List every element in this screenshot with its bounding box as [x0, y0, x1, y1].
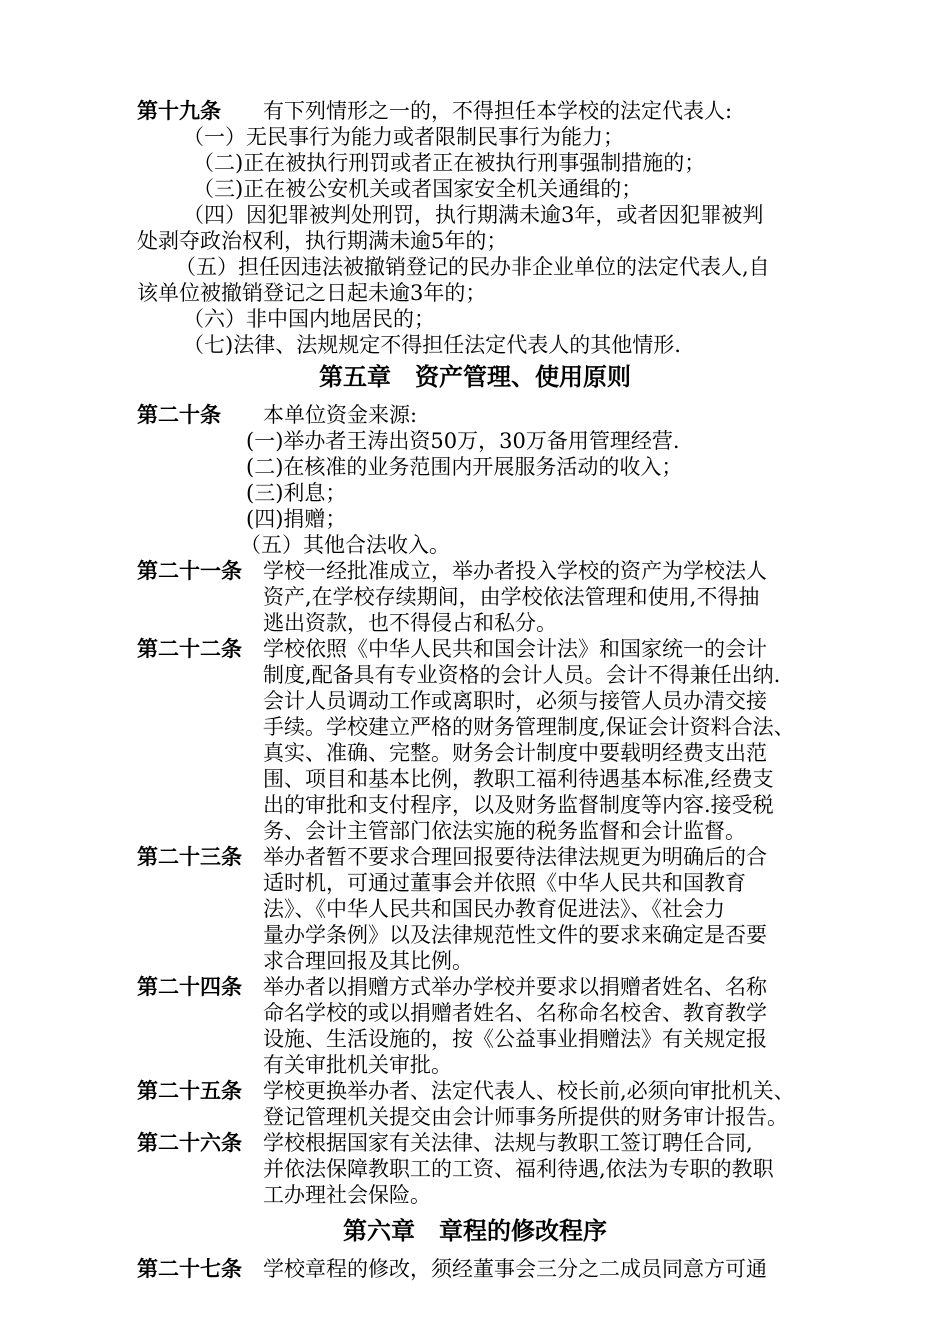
article-22-line-6: 围、项目和基本比例，教职工福利待遇基本标准,经费支: [263, 767, 774, 791]
article-19-item-7: （七)法律、法规规定不得担任法定代表人的其他情形.: [183, 333, 681, 357]
article-21-line-1: 学校一经批准成立，举办者投入学校的资产为学校法人: [263, 559, 767, 583]
article-22-line-3: 会计人员调动工作或离职时，必须与接管人员办清交接: [263, 689, 767, 713]
article-22-line-5: 真实、准确、完整。财务会计制度中要载明经费支出范: [263, 741, 767, 765]
article-23-line-2: 适时机，可通过董事会并依照《中华人民共和国教育: [263, 871, 746, 895]
article-22-line-7: 出的审批和支付程序，以及财务监督制度等内容.接受税: [263, 793, 774, 817]
article-19-item-5-cont: 该单位被撤销登记之日起未逾3年的；: [137, 281, 487, 305]
article-23-line-1: 举办者暂不要求合理回报要待法律法规更为明确后的合: [263, 845, 767, 869]
article-20-item-3: (三)利息；: [246, 481, 347, 505]
article-20-item-2: (二)在核准的业务范围内开展服务活动的收入；: [246, 455, 683, 479]
article-26-label: 第二十六条: [137, 1130, 242, 1155]
chapter-5-heading: 第五章 资产管理、使用原则: [319, 362, 631, 391]
chapter-6-heading: 第六章 章程的修改程序: [343, 1216, 607, 1245]
article-23-label: 第二十三条: [137, 844, 242, 869]
article-21-label: 第二十一条: [137, 558, 242, 583]
article-20-label: 第二十条: [137, 402, 221, 427]
article-20-item-4: (四)捐赠；: [246, 507, 347, 531]
article-25-line-1: 学校更换举办者、法定代表人、校长前,必须向审批机关、: [263, 1079, 795, 1103]
article-24-line-1: 举办者以捐赠方式举办学校并要求以捐赠者姓名、名称: [263, 975, 767, 999]
article-24-line-4: 有关审批机关审批。: [263, 1053, 452, 1077]
article-24-line-2: 命名学校的或以捐赠者姓名、名称命名校舍、教育教学: [263, 1001, 767, 1025]
article-19-line-1: 有下列情形之一的，不得担任本学校的法定代表人:: [263, 99, 733, 123]
article-22-line-2: 制度,配备具有专业资格的会计人员。会计不得兼任出纳.: [263, 663, 781, 687]
article-27-line-1: 学校章程的修改，须经董事会三分之二成员同意方可通: [263, 1257, 767, 1281]
article-24-label: 第二十四条: [137, 974, 242, 999]
article-23-line-5: 求合理回报及其比例。: [263, 949, 473, 973]
article-26-line-3: 工办理社会保险。: [263, 1183, 431, 1207]
article-19-item-2: （二)正在被执行刑罚或者正在被执行刑事强制措施的；: [193, 151, 706, 175]
article-27-label: 第二十七条: [137, 1256, 242, 1281]
article-19-item-1: （一）无民事行为能力或者限制民事行为能力；: [183, 125, 624, 149]
article-26-line-1: 学校根据国家有关法律、法规与教职工签订聘任合同,: [263, 1131, 753, 1155]
article-19-item-6: （六）非中国内地居民的；: [183, 307, 435, 331]
article-23-line-4: 量办学条例》以及法律规范性文件的要求来确定是否要: [263, 923, 767, 947]
article-19-item-4: （四）因犯罪被判处刑罚，执行期满未逾3年，或者因犯罪被判: [183, 203, 764, 227]
article-22-line-4: 手续。学校建立严格的财务管理制度,保证会计资料合法、: [263, 715, 795, 739]
article-26-line-2: 并依法保障教职工的工资、福利待遇,依法为专职的教职: [263, 1157, 774, 1181]
article-22-line-8: 务、会计主管部门依法实施的税务监督和会计监督。: [263, 819, 746, 843]
article-22-label: 第二十二条: [137, 636, 242, 661]
article-19-label: 第十九条: [137, 98, 221, 123]
article-24-line-3: 设施、生活设施的，按《公益事业捐赠法》有关规定报: [263, 1027, 767, 1051]
article-20-item-1: (一)举办者王涛出资50万，30万备用管理经营.: [246, 429, 680, 453]
article-22-line-1: 学校依照《中华人民共和国会计法》和国家统一的会计: [263, 637, 767, 661]
article-25-line-2: 登记管理机关提交由会计师事务所提供的财务审计报告。: [263, 1105, 788, 1129]
article-21-line-3: 逃出资款，也不得侵占和私分。: [263, 611, 557, 635]
article-19-item-5: （五）担任因违法被撤销登记的民办非企业单位的法定代表人,自: [175, 255, 770, 279]
article-25-label: 第二十五条: [137, 1078, 242, 1103]
article-19-item-3: （三)正在被公安机关或者国家安全机关通缉的；: [193, 177, 643, 201]
article-19-item-4-cont: 处剥夺政治权利，执行期满未逾5年的；: [137, 229, 508, 253]
article-23-line-3: 法》、《中华人民共和国民办教育促进法》、《社会力: [263, 897, 725, 921]
article-20-item-5: （五）其他合法收入。: [240, 533, 450, 557]
article-21-line-2: 资产,在学校存续期间，由学校依法管理和使用,不得抽: [263, 585, 760, 609]
article-20-line-1: 本单位资金来源:: [263, 403, 418, 427]
